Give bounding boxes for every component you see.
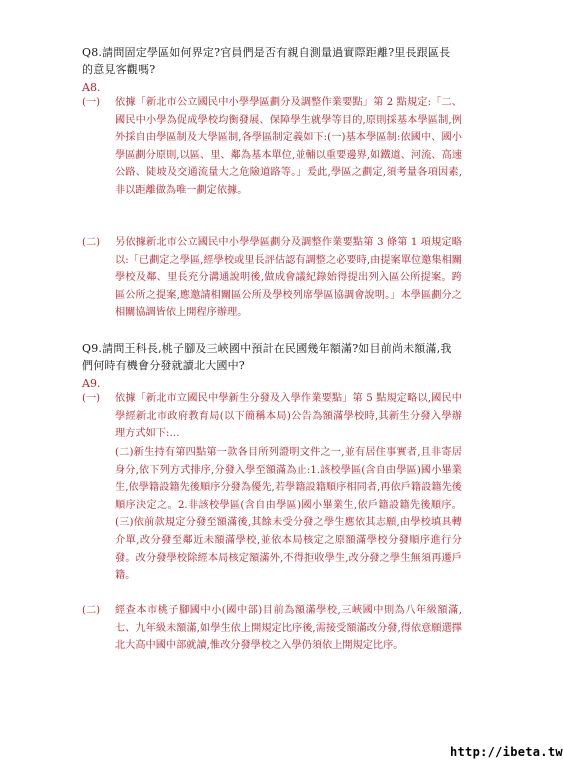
site-watermark: http://ibeta.tw	[450, 745, 563, 759]
item-text: 另依據新北市公立國民中小學學區劃分及調整作業要點第 3 條第 1 項規定略以:「已劃定之學區,經學校或里長評估認有調整之必要時,由提案單位邀集相關學校及鄰、里長充分溝通說明後,做成會議紀錄始得提出列入區公所提案。跨區公所之提案,應邀請相關區公所及學校列席學區協調會說明。」本學區劃分之相關協調皆依上開程序辦理。	[115, 237, 462, 319]
item-number: (二)	[82, 605, 101, 616]
item-text: 依據「新北市公立國民中小學學區劃分及調整作業要點」第 2 點規定:「二、國民中小學為促成學校均衡發展、保障學生就學等目的,原則採基本學區制,例外採自由學區制及大學區制,各學區制定義如下:(一)基本學區制:依國中、國小學區劃分原則,以區、里、鄰為基本單位,並輔以重要邊界,如鐵道、河流、高速公路、陡坡及交通流量大之危險道路等。」爰此,學區之劃定,須考量各項因素,非以距離做為唯一劃定依據。	[115, 97, 462, 196]
answer-label-a9: A9.	[82, 377, 101, 390]
item-text: 依據「新北市立國民中學新生分發及入學作業要點」第 5 點規定略以,國民中學經新北市政府教育局(以下簡稱本局)公告為額滿學校時,其新生分發入學辦理方式如下:…	[115, 393, 462, 440]
answer-a9-item-1-quote: (二)新生持有第四點第一款各目所列證明文件之一,並有居住事實者,且非寄居身分,依下列方式排序,分發入學至額滿為止:1.該校學區(含自由學區)國小畢業生,依學籍設籍先後順序分發為優先,若學籍設籍順序相同者,再依戶籍設籍先後順序決定之。2.非該校學區(含自由學區)國小畢業生,依戶籍設籍先後順序。(三)依前款規定分發至額滿後,其餘未受分發之學生應依其志願,由學校填具轉介單,改分發至鄰近未額滿學校,並依本局核定之原額滿學校分發順序進行分發。改分發學校除經本局核定額滿外,不得拒收學生,改分發之學生無須再遷戶籍。	[115, 447, 462, 582]
question-q8: Q8.請問固定學區如何界定?官員們是否有親自測量過實際距離?里長跟區長的意見客觀嗎?	[82, 46, 451, 76]
question-q9: Q9.請問王科長,桃子腳及三峽國中預計在民國幾年額滿?如目前尚未額滿,我們何時有機會分發就讀北大國中?	[82, 342, 452, 372]
item-number: (一)	[82, 97, 101, 108]
item-text: 經查本市桃子腳國中小(國中部)目前為額滿學校,三峽國中則為八年級額滿,七、九年級未額滿,如學生依上開規定比序後,需接受額滿改分發,得依意願選擇北大高中國中部就讀,惟改分發學校之入學仍須依上開規定比序。	[115, 605, 462, 652]
item-number: (一)	[82, 393, 101, 404]
item-number: (二)	[82, 237, 101, 248]
answer-label-a8: A8.	[82, 81, 101, 94]
